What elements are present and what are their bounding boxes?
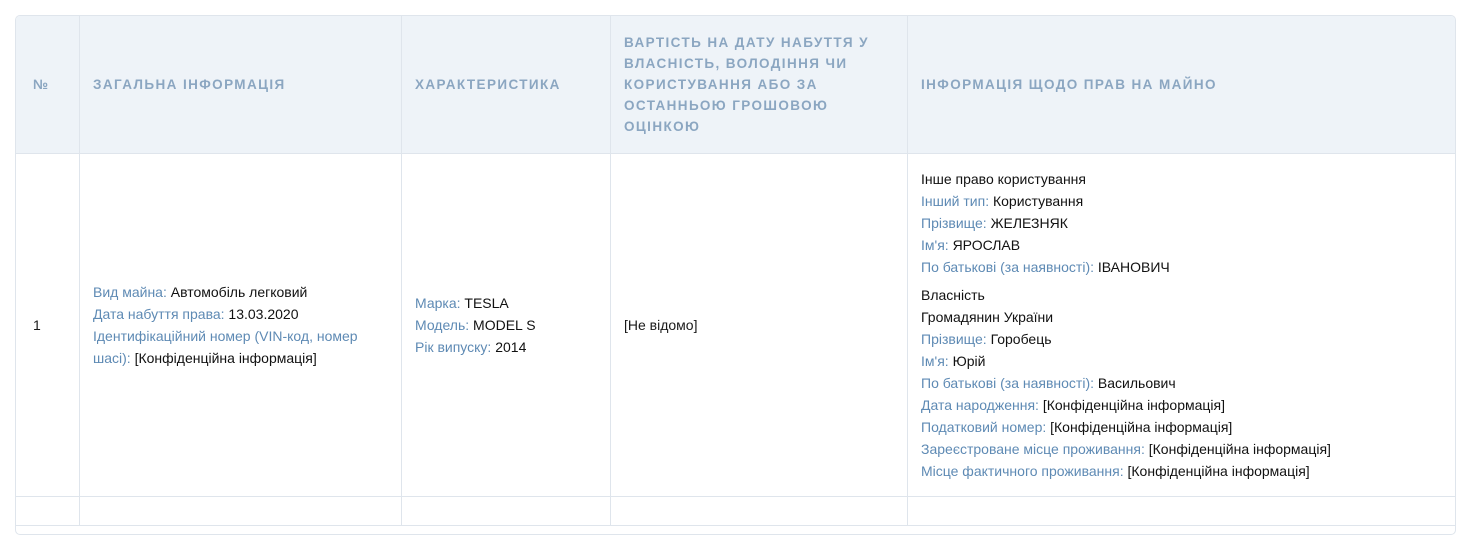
acquisition-date xyxy=(93,303,388,325)
other-type-value: Користування xyxy=(992,192,1084,209)
actual-address-value: [Конфіденційна інформація] xyxy=(1127,462,1310,479)
tax-number-label: Податковий номер: xyxy=(921,418,1051,435)
general-info-cell xyxy=(80,153,402,496)
first-name-value: ЯРОСЛАВ xyxy=(952,236,1021,253)
header-cost: ВАРТІСТЬ НА ДАТУ НАБУТТЯ У ВЛАСНІСТЬ, ВОЛОДІННЯ ЧИ КОРИСТУВАННЯ АБО ЗА ОСТАННЬОЮ ГРОШОВОЮ ОЦІНКОЮ xyxy=(611,16,908,153)
vin-number xyxy=(93,325,388,369)
patronymic-label: По батькові (за наявності): xyxy=(921,258,1098,275)
registered-address-label: Зареєстроване місце проживання: xyxy=(921,440,1149,457)
property-type-value: Автомобіль легковий xyxy=(170,283,308,300)
first-name-value: Юрій xyxy=(952,352,986,369)
patronymic xyxy=(921,372,1442,394)
patronymic xyxy=(921,256,1442,278)
surname xyxy=(921,328,1442,350)
birth-date-value: [Конфіденційна інформація] xyxy=(1042,396,1226,413)
birth-date-label: Дата народження: xyxy=(921,396,1043,413)
patronymic-value: Васильович xyxy=(1097,374,1176,391)
header-number: № xyxy=(16,16,80,153)
year-label: Рік випуску: xyxy=(415,338,496,355)
header-characteristic: ХАРАКТЕРИСТИКА xyxy=(402,16,611,153)
table-header xyxy=(16,16,1455,153)
patronymic-value: ІВАНОВИЧ xyxy=(1097,258,1170,275)
vin-label: Ідентифікаційний номер (VIN-код, номер шасі): xyxy=(93,327,358,366)
registered-address-value: [Конфіденційна інформація] xyxy=(1148,440,1331,457)
other-type-label: Інший тип: xyxy=(921,192,993,209)
right-title: Власність xyxy=(921,286,985,303)
year-value: 2014 xyxy=(495,338,527,355)
rights-info-cell xyxy=(908,153,1456,496)
table-row xyxy=(16,496,1455,525)
tax-number xyxy=(921,416,1442,438)
header-general-info: ЗАГАЛЬНА ІНФОРМАЦІЯ xyxy=(80,16,402,153)
model-label: Модель: xyxy=(415,316,474,333)
surname-value: Горобець xyxy=(990,330,1052,347)
header-rights-info: ІНФОРМАЦІЯ ЩОДО ПРАВ НА МАЙНО xyxy=(908,16,1456,153)
table-row xyxy=(16,153,1455,496)
right-group-ownership xyxy=(921,284,1442,482)
vin-value: [Конфіденційна інформація] xyxy=(134,349,317,366)
birth-date xyxy=(921,394,1442,416)
surname-label: Прізвище: xyxy=(921,214,991,231)
property-table xyxy=(15,15,1456,535)
first-name-label: Ім'я: xyxy=(921,236,953,253)
brand xyxy=(415,292,597,314)
row-number: 1 xyxy=(16,153,80,496)
actual-address xyxy=(921,460,1442,482)
patronymic-label: По батькові (за наявності): xyxy=(921,374,1098,391)
acquisition-date-label: Дата набуття права: xyxy=(93,305,229,322)
surname-value: ЖЕЛЕЗНЯК xyxy=(990,214,1068,231)
right-title: Інше право користування xyxy=(921,170,1086,187)
cost-cell xyxy=(611,496,908,525)
cost-cell: [Не відомо] xyxy=(611,153,908,496)
other-type xyxy=(921,190,1442,212)
general-info-cell xyxy=(80,496,402,525)
brand-value: TESLA xyxy=(464,294,509,311)
characteristic-cell xyxy=(402,496,611,525)
acquisition-date-value: 13.03.2020 xyxy=(228,305,299,322)
year xyxy=(415,336,597,358)
first-name xyxy=(921,234,1442,256)
model-value: MODEL S xyxy=(473,316,536,333)
property-type-label: Вид майна: xyxy=(93,283,171,300)
model xyxy=(415,314,597,336)
header-row xyxy=(16,16,1455,153)
brand-label: Марка: xyxy=(415,294,465,311)
right-group-usage xyxy=(921,168,1442,278)
registered-address xyxy=(921,438,1442,460)
surname-label: Прізвище: xyxy=(921,330,991,347)
surname xyxy=(921,212,1442,234)
first-name xyxy=(921,350,1442,372)
vehicles-table xyxy=(16,16,1455,526)
row-number xyxy=(16,496,80,525)
citizenship: Громадянин України xyxy=(921,308,1054,325)
tax-number-value: [Конфіденційна інформація] xyxy=(1050,418,1233,435)
property-type xyxy=(93,281,388,303)
first-name-label: Ім'я: xyxy=(921,352,953,369)
rights-info-cell xyxy=(908,496,1456,525)
characteristic-cell xyxy=(402,153,611,496)
actual-address-label: Місце фактичного проживання: xyxy=(921,462,1128,479)
